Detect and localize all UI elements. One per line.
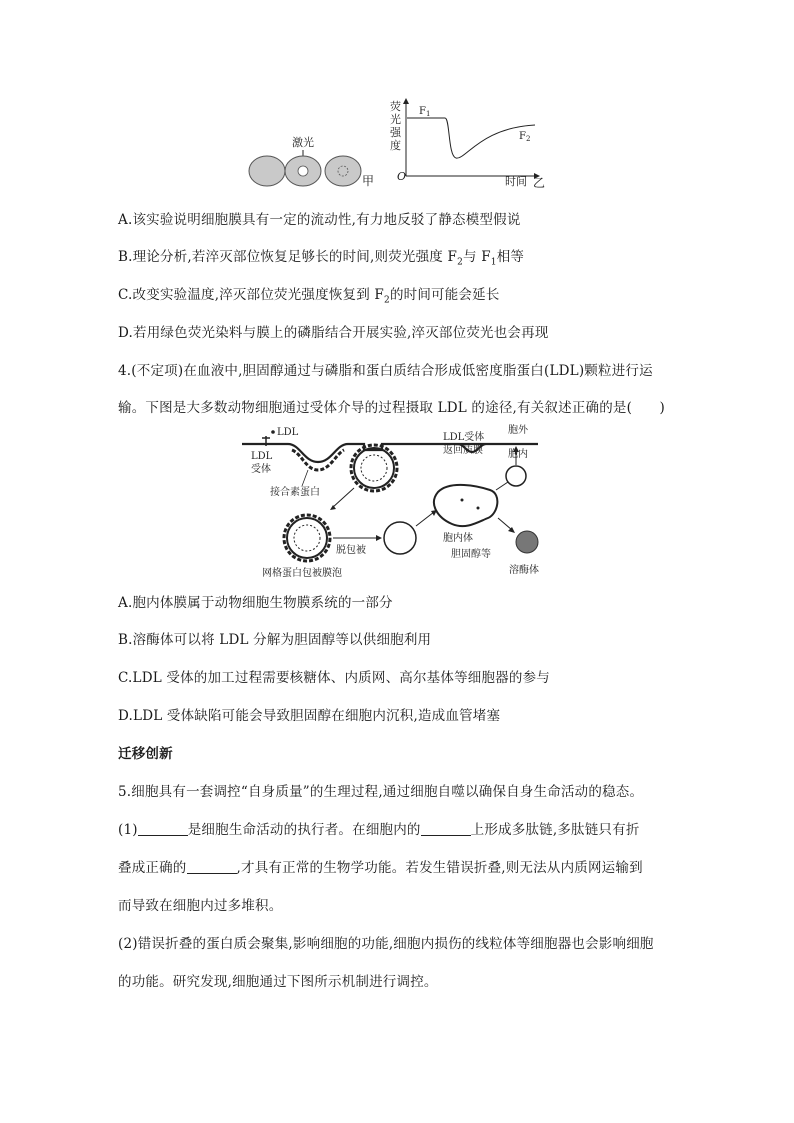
budding-vesicle-inner [361,455,387,481]
lysosome [516,531,538,553]
fluorescence-curve [407,118,535,158]
recycling-vesicle [506,466,526,486]
adaptor-pointer [302,470,308,486]
q3-option-c: C.改变实验温度,淬灭部位荧光强度恢复到 $F_2$的时间可能会延长 [118,287,500,306]
cell-recovered [325,156,361,186]
q5-stem: 5.细胞具有一套调控“自身质量”的生理过程,通过细胞自噬以确保自身生命活动的稳态。 [118,784,644,800]
q3-option-b: B.理论分析,若淬灭部位恢复足够长的时间,则荧光强度 $F_2$与 $F_1$相等 [118,249,525,268]
f1-label: $F_1$ [419,106,431,118]
return-label-2: 返回质膜 [443,445,483,456]
q4-option-a: A.胞内体膜属于动物细胞生物膜系统的一部分 [118,595,393,611]
endosome [434,485,497,526]
coated-vesicle-coat [284,515,330,561]
q5-part1-line1: (1) 是细胞生命活动的执行者。在细胞内的 上形成多肽链,多肽链只有折 [118,822,640,838]
ldl-receptor-label-1: LDL [251,451,273,462]
arrow-uncoat-head [376,535,382,541]
q3-option-d: D.若用绿色荧光染料与膜上的磷脂结合开展实验,淬灭部位荧光也会再现 [118,325,549,341]
inside-label: 胞内 [508,449,528,460]
q4-stem-line-2: 输。下图是大多数动物细胞通过受体介导的过程摄取 LDL 的途径,有关叙述正确的是( ) [118,400,665,416]
ldl-label: LDL [277,427,299,438]
coated-vesicle [287,518,327,558]
endosome-content-2 [477,507,480,510]
origin-label: O [397,170,407,183]
q5-part1-line2: 叠成正确的 ,才具有正常的生物学功能。若发生错误折叠,则无法从内质网运输到 [118,860,643,876]
return-label-1: LDL受体 [443,432,485,443]
figure-ldl-uptake [240,420,560,580]
y-axis-arrow [403,98,409,104]
q5-part1-line3: 而导致在细胞内过多堆积。 [118,898,283,914]
budding-vesicle [354,448,394,488]
q5-part2-line1: (2)错误折叠的蛋白质会聚集,影响细胞的功能,细胞内损伤的线粒体等细胞器也会影响细胞 [118,936,654,952]
arrow-to-lysosome [498,518,512,530]
coated-vesicle-inner [294,525,320,551]
figure-label-yi: 乙 [533,176,546,190]
f2-label: $F_2$ [519,131,531,143]
budding-vesicle-coat [351,445,397,491]
y-axis-char-3: 强 [390,126,401,139]
lysosome-label: 溶酶体 [509,565,539,576]
arrow-bud-to-vesicle [332,488,354,508]
uncoated-vesicle [384,522,416,554]
figure-fluorescence-recovery [240,98,560,190]
ldl-particle [271,430,275,434]
section-title: 迁移创新 [118,746,173,762]
ldl-receptor-label-2: 受体 [251,464,271,475]
adaptor-label: 接合素蛋白 [270,487,320,498]
q4-option-b: B.溶酶体可以将 LDL 分解为胆固醇等以供细胞利用 [118,632,432,648]
cholesterol-label: 胆固醇等 [451,549,491,560]
uncoat-label: 脱包被 [336,545,366,556]
q4-stem-line-1: 4.(不定项)在血液中,胆固醇通过与磷脂和蛋白质结合形成低密度脂蛋白(LDL)颗粒进行运 [118,363,653,379]
q4-option-d: D.LDL 受体缺陷可能会导致胆固醇在细胞内沉积,造成血管堵塞 [118,708,501,724]
coat-pit [292,450,344,470]
outside-label: 胞外 [508,425,528,436]
bleached-spot [298,166,308,176]
laser-label: 激光 [292,136,314,149]
endosome-content-1 [461,499,464,502]
figure-label-jia: 甲 [362,174,375,188]
q3-option-a: A.该实验说明细胞膜具有一定的流动性,有力地反驳了静态模型假说 [118,212,521,228]
q5-part2-line2: 的功能。研究发现,细胞通过下图所示机制进行调控。 [118,974,438,990]
x-axis-label: 时间 [505,175,527,188]
endosome-label: 胞内体 [443,533,473,544]
answer-blank-3[interactable] [187,859,237,874]
y-axis-char-4: 度 [390,139,401,152]
coated-vesicle-label: 网格蛋白包被膜泡 [262,568,342,579]
cell-before [249,156,285,186]
q4-option-c: C.LDL 受体的加工过程需要核糖体、内质网、高尔基体等细胞器的参与 [118,670,550,686]
arrow-to-endosome [416,512,434,526]
y-axis-char-2: 光 [390,113,401,126]
arrow-to-recycling [496,482,508,490]
y-axis-char-1: 荧 [390,100,401,113]
answer-blank-1[interactable] [138,821,188,836]
answer-blank-2[interactable] [421,821,471,836]
